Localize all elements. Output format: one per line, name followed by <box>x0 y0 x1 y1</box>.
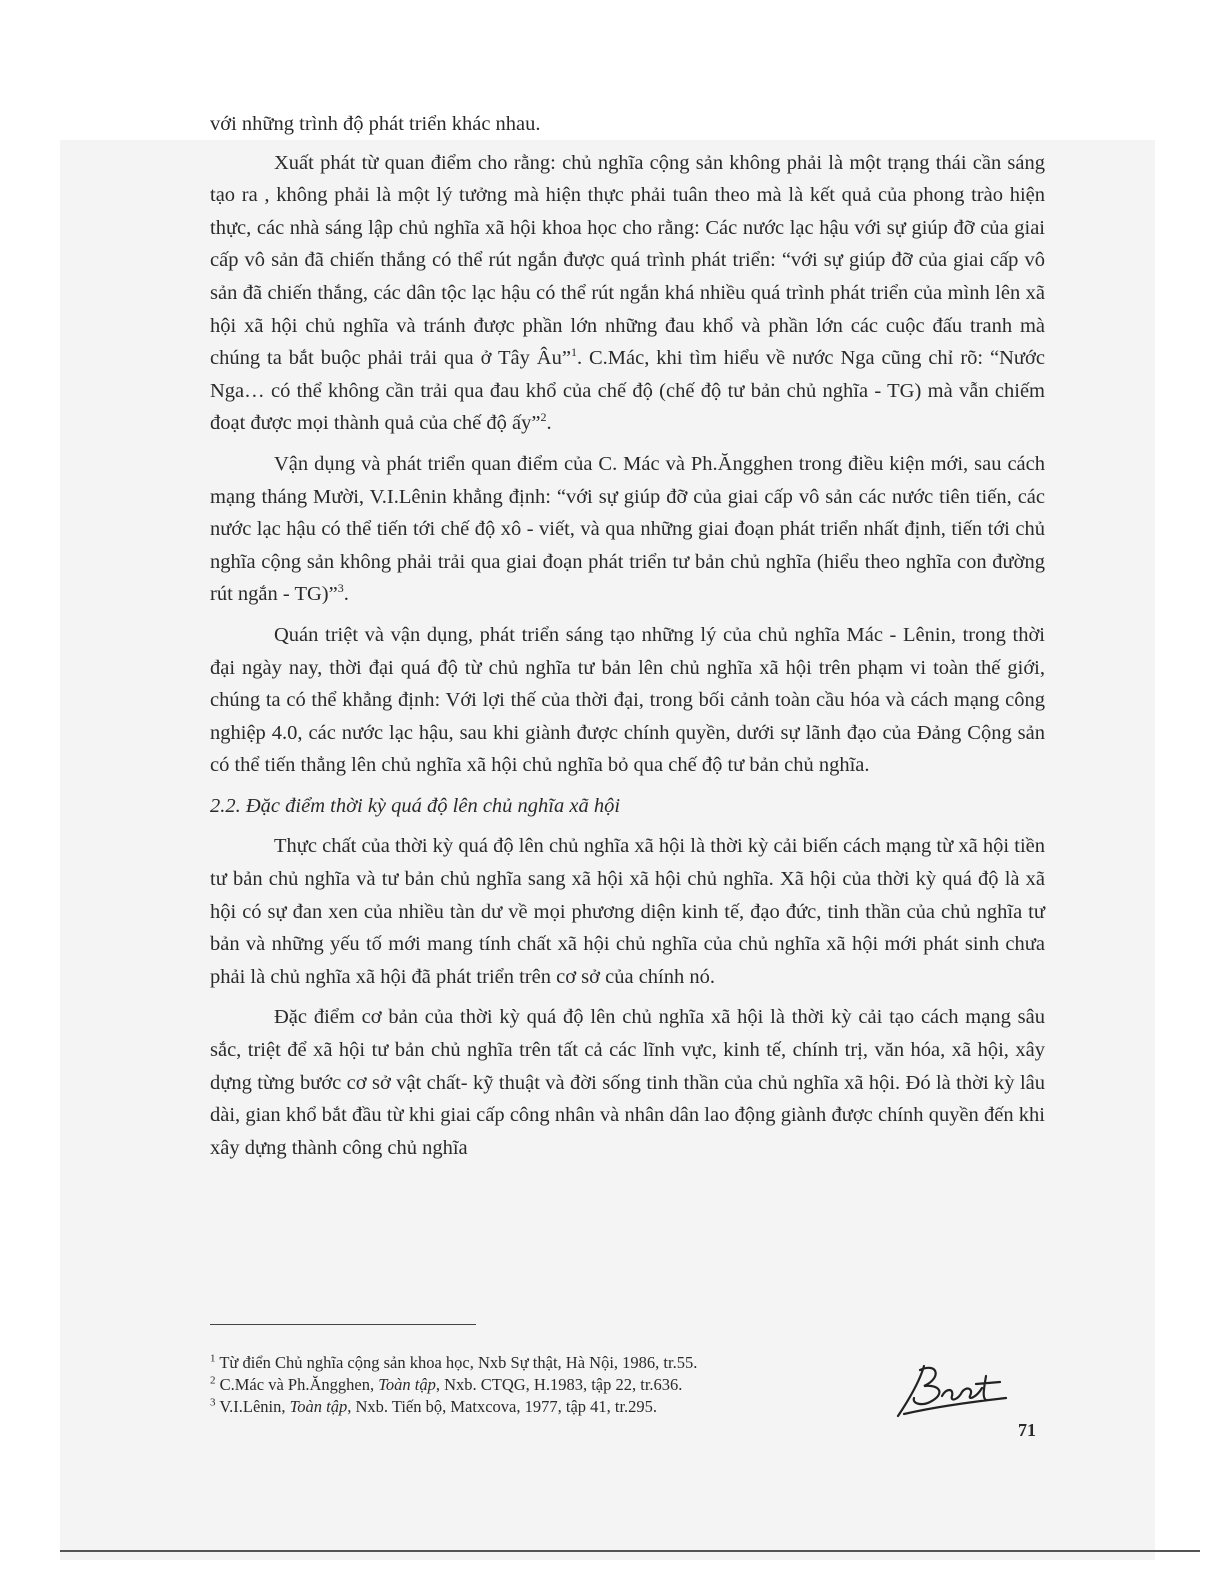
footnote-number: 1 <box>210 1352 216 1365</box>
footnote-ref-3[interactable]: 3 <box>337 581 344 596</box>
footnotes <box>210 1352 850 1418</box>
footnote-number: 2 <box>210 1374 216 1387</box>
footnote-number: 3 <box>210 1396 216 1409</box>
body-text <box>210 108 1045 1172</box>
section-heading: 2.2. Đặc điểm thời kỳ quá độ lên chủ nghĩa xã hội <box>210 794 621 817</box>
footnote-italic: Toàn tập <box>378 1375 436 1394</box>
footnote-text: C.Mác và Ph.Ăngghen, <box>219 1375 379 1394</box>
opening-line: với những trình độ phát triển khác nhau. <box>210 113 541 135</box>
paragraph-2 <box>210 448 1045 611</box>
footnote-separator <box>210 1324 476 1325</box>
paragraph-3: Quán triệt và vận dụng, phát triển sáng tạo những lý của chủ nghĩa Mác - Lênin, trong thời đại ngày nay, thời đại quá độ từ chủ nghĩa tư bản lên chủ nghĩa xã hội trên phạm vi toàn thế giới, chúng ta có thể khẳng định: Với lợi thế của thời đại, trong bối cảnh toàn cầu hóa và cách mạng công nghiệp 4.0, các nước lạc hậu, sau khi giành được chính quyền, dưới sự lãnh đạo của Đảng Cộng sản có thể tiến thẳng lên chủ nghĩa xã hội chủ nghĩa bỏ qua chế độ tư bản chủ nghĩa. <box>210 623 1045 777</box>
paragraph-1-end: . <box>546 412 552 435</box>
footnote-text: V.I.Lênin, <box>219 1397 290 1416</box>
paragraph-1-text-cont: . C.Mác, khi tìm hiểu về nước Nga cũng chỉ rõ: “Nước Nga… có thể không cần trải qua đau khổ của chế độ (chế độ tư bản chủ nghĩa - TG) mà vẫn chiếm đoạt được mọi thành quả của chế độ ấy” <box>210 347 1045 435</box>
footnote-text-end: , Nxb. CTQG, H.1983, tập 22, tr.636. <box>435 1375 683 1394</box>
footnote-text-end: , Nxb. Tiến bộ, Matxcova, 1977, tập 41, tr.295. <box>347 1397 658 1416</box>
handwritten-signature-icon <box>890 1358 1010 1422</box>
footnote-3 <box>210 1396 850 1418</box>
footnote-1 <box>210 1352 850 1374</box>
paragraph-1-text: Xuất phát từ quan điểm cho rằng: chủ nghĩa cộng sản không phải là một trạng thái cần sáng tạo ra , không phải là một lý tưởng mà hiện thực phải tuân theo mà là kết quả của phong trào hiện thực, các nhà sáng lập chủ nghĩa xã hội khoa học cho rằng: Các nước lạc hậu với sự giúp đỡ của giai cấp vô sản đã chiến thắng có thể rút ngắn được quá trình phát triển: “với sự giúp đỡ của giai cấp vô sản đã chiến thắng, các dân tộc lạc hậu có thể rút ngắn khá nhiều quá trình phát triển của mình lên xã hội xã hội chủ nghĩa và tránh được phần lớn những đau khổ và phần lớn các cuộc đấu tranh mà chúng ta bắt buộc phải trải qua ở Tây Âu” <box>210 151 1045 370</box>
paragraph-2-text: Vận dụng và phát triển quan điểm của C. Mác và Ph.Ăngghen trong điều kiện mới, sau cách mạng tháng Mười, V.I.Lênin khẳng định: “với sự giúp đỡ của giai cấp vô sản các nước tiên tiến, các nước lạc hậu có thể tiến tới chế độ xô - viết, và qua những giai đoạn phát triển nhất định, tiến tới chủ nghĩa cộng sản không phải trải qua giai đoạn phát triển tư bản chủ nghĩa (hiểu theo nghĩa con đường rút ngắn - TG)” <box>210 452 1045 606</box>
paragraph-1 <box>210 147 1045 440</box>
footnote-ref-1[interactable]: 1 <box>570 345 577 360</box>
paragraph-2-end: . <box>343 583 349 606</box>
page-number: 71 <box>1018 1420 1036 1440</box>
footnote-text: Từ điển Chủ nghĩa cộng sản khoa học, Nxb Sự thật, Hà Nội, 1986, tr.55. <box>219 1353 698 1372</box>
footnote-ref-2[interactable]: 2 <box>540 410 547 425</box>
footnote-italic: Toàn tập <box>289 1397 348 1416</box>
paragraph-5: Đặc điểm cơ bản của thời kỳ quá độ lên chủ nghĩa xã hội là thời kỳ cải tạo cách mạng sâu sắc, triệt để xã hội tư bản chủ nghĩa trên tất cả các lĩnh vực, kinh tế, chính trị, văn hóa, xã hội, xây dựng từng bước cơ sở vật chất- kỹ thuật và đời sống tinh thần của chủ nghĩa xã hội. Đó là thời kỳ lâu dài, gian khổ bắt đầu từ khi giai cấp công nhân và nhân dân lao động giành được chính quyền đến khi xây dựng thành công chủ nghĩa <box>210 1006 1045 1159</box>
paragraph-4: Thực chất của thời kỳ quá độ lên chủ nghĩa xã hội là thời kỳ cải biến cách mạng từ xã hội tiền tư bản chủ nghĩa và tư bản chủ nghĩa sang xã hội xã hội chủ nghĩa. Xã hội của thời kỳ quá độ là xã hội có sự đan xen của nhiều tàn dư về mọi phương diện kinh tế, đạo đức, tinh thần của chủ nghĩa tư bản và những yếu tố mới mang tính chất xã hội chủ nghĩa của chủ nghĩa xã hội mới phát sinh chưa phải là chủ nghĩa xã hội đã phát triển trên cơ sở của chính nó. <box>210 835 1045 988</box>
page-bottom-edge <box>60 1550 1200 1552</box>
footnote-2 <box>210 1374 850 1396</box>
